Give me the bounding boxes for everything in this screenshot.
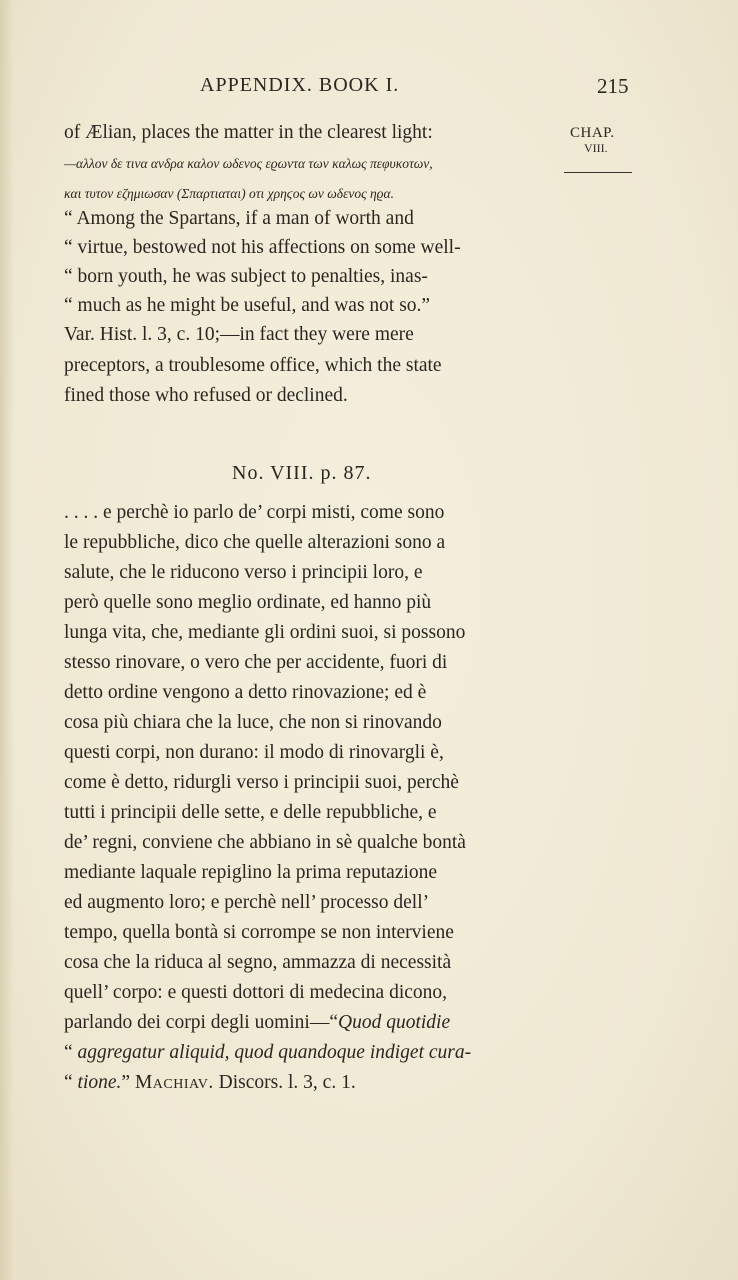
text-line — [64, 1042, 471, 1064]
text-line: “ born youth, he was subject to penalties, inas- — [64, 266, 428, 287]
latin-quote: aggregatur aliquid, quod quandoque indiget cura- — [77, 1042, 472, 1063]
text-line: cosa più chiara che la luce, che non si rinovando — [64, 712, 442, 733]
text-line: “ Among the Spartans, if a man of worth and — [64, 208, 414, 229]
citation-reference: Discors. l. 3, c. 1. — [213, 1072, 356, 1093]
text-line: de’ regni, conviene che abbiano in sè qualche bontà — [64, 832, 466, 853]
text-line: “ virtue, bestowed not his affections on some well- — [64, 237, 461, 258]
text-line: detto ordine vengono a detto rinovazione; ed è — [64, 682, 427, 703]
text-line: questi corpi, non durano: il modo di rinovargli è, — [64, 742, 444, 763]
page-gutter-shadow — [0, 0, 14, 1280]
text-line — [64, 1072, 356, 1094]
text-line: cosa che la riduca al segno, ammazza di necessità — [64, 952, 452, 973]
text-line — [64, 1012, 450, 1034]
text-line: come è detto, ridurgli verso i principii suoi, perchè — [64, 772, 459, 793]
section-heading: No. VIII. p. 87. — [232, 462, 372, 484]
latin-quote: Quod quotidie — [338, 1012, 451, 1033]
running-head: APPENDIX. BOOK I. — [200, 74, 400, 96]
text-line: lunga vita, che, mediante gli ordini suoi, si possono — [64, 622, 466, 643]
page-number: 215 — [597, 74, 629, 98]
text-line: salute, che le riducono verso i principii loro, e — [64, 562, 423, 583]
margin-chapter-number: VIII. — [584, 141, 608, 155]
text-line: of Ælian, places the matter in the clearest light: — [64, 122, 433, 143]
quote-mark: “ — [64, 1072, 78, 1093]
margin-chapter-label: CHAP. — [570, 125, 615, 141]
text-line: ed augmento loro; e perchè nell’ processo dell’ — [64, 892, 430, 913]
text-line: tempo, quella bontà si corrompe se non interviene — [64, 922, 454, 943]
text-line: però quelle sono meglio ordinate, ed hanno più — [64, 592, 432, 613]
text-line: fined those who refused or declined. — [64, 385, 348, 406]
text-line: mediante laquale repiglino la prima reputazione — [64, 862, 438, 883]
text-line: “ much as he might be useful, and was not so.” — [64, 295, 431, 316]
text-line: quell’ corpo: e questi dottori di medecina dicono, — [64, 982, 448, 1003]
margin-rule — [564, 172, 632, 173]
text-line: preceptors, a troublesome office, which the state — [64, 355, 442, 376]
quote-mark: “ — [64, 1042, 78, 1063]
citation-author: Machiav. — [134, 1072, 214, 1093]
text-line: Var. Hist. l. 3, c. 10;—in fact they were mere — [64, 324, 414, 345]
latin-quote: tione. — [77, 1072, 122, 1093]
text-line: tutti i principii delle sette, e delle repubbliche, e — [64, 802, 437, 823]
text-line: le repubbliche, dico che quelle alterazioni sono a — [64, 532, 446, 553]
text-line: . . . . e perchè io parlo de’ corpi misti, come sono — [64, 502, 445, 523]
greek-quote-line: και τυτον εζημιωσαν (Σπαρτιαται) οτι χρηϛος ων ωδενος ηϱα. — [64, 186, 394, 201]
text-span: parlando dei corpi degli uomini—“ — [64, 1012, 339, 1033]
text-line: stesso rinovare, o vero che per accidente, fuori di — [64, 652, 448, 673]
quote-mark: ” — [121, 1072, 135, 1093]
greek-quote-line: —αλλον δε τινα ανδρα καλον ωδενος εϱωντα των καλως πεφυκοτων, — [64, 156, 433, 171]
